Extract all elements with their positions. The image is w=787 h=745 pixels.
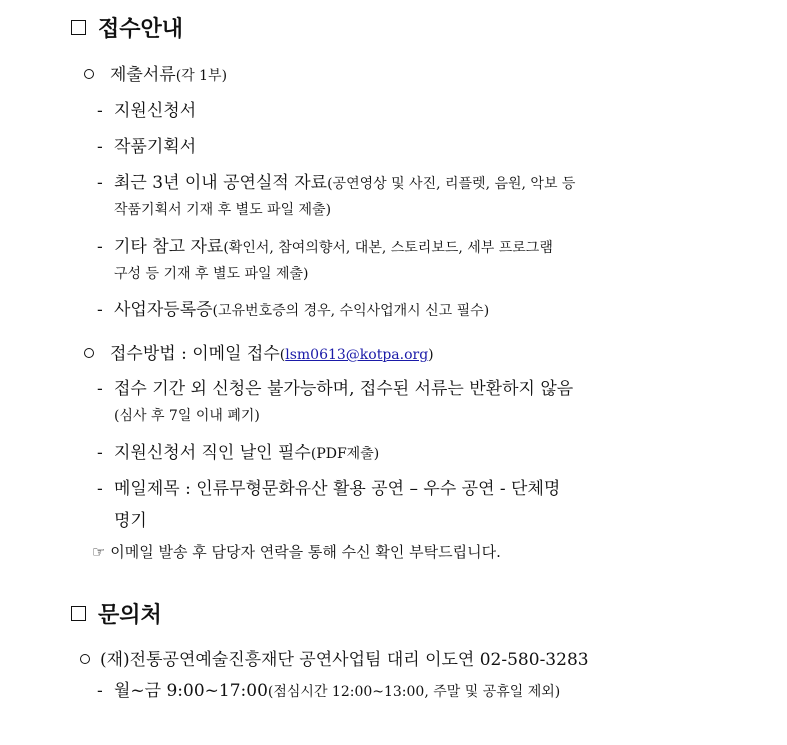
method-item-text: 메일제목 : 인류무형문화유산 활용 공연 – 우수 공연 - 단체명 bbox=[114, 479, 561, 499]
paren-close: ) bbox=[428, 347, 434, 363]
document-item-performance-record-cont: 작품기획서 기재 후 별도 파일 제출) bbox=[114, 202, 332, 218]
documents-heading-text: 제출서류 bbox=[110, 65, 176, 85]
method-item-text: 지원신청서 직인 날인 필수 bbox=[114, 443, 311, 463]
document-item-performance-record: - 최근 3년 이내 공연실적 자료(공연영상 및 사진, 리플렛, 음원, 악보 등 bbox=[97, 173, 576, 193]
section-title-contact bbox=[71, 598, 162, 629]
document-item-plan: - 작품기획서 bbox=[97, 137, 197, 157]
section-title-reception bbox=[71, 12, 183, 43]
method-item-no-return: - 접수 기간 외 신청은 불가능하며, 접수된 서류는 반환하지 않음 bbox=[97, 379, 574, 399]
section-title-text: 접수안내 bbox=[98, 17, 184, 42]
method-heading bbox=[84, 339, 434, 364]
contact-hours-note: (점심시간 12:00~13:00, 주말 및 공휴일 제외) bbox=[267, 684, 561, 700]
paren-open: ( bbox=[279, 347, 286, 363]
notice-text: ☞ 이메일 발송 후 담당자 연락을 통해 수신 확인 부탁드립니다. bbox=[92, 543, 501, 561]
document-item-text: 지원신청서 bbox=[114, 101, 197, 121]
document-item-note: (고유번호증의 경우, 수익사업개시 신고 필수) bbox=[212, 303, 490, 319]
circle-bullet-icon bbox=[80, 654, 90, 664]
document-item-reference-cont: 구성 등 기재 후 별도 파일 제출) bbox=[114, 266, 309, 282]
section-title-text: 문의처 bbox=[98, 603, 162, 628]
document-item-application: - 지원신청서 bbox=[97, 101, 197, 121]
document-item-text: 기타 참고 자료 bbox=[114, 237, 224, 257]
document-item-text: 작품기획서 bbox=[114, 137, 197, 157]
method-item-text: 접수 기간 외 신청은 불가능하며, 접수된 서류는 반환하지 않음 bbox=[114, 379, 574, 399]
document-item-note: (공연영상 및 사진, 리플렛, 음원, 악보 등 bbox=[327, 176, 576, 192]
contact-hours: - 월~금 9:00~17:00(점심시간 12:00~13:00, 주말 및 공휴일 제외) bbox=[97, 681, 561, 701]
method-item-mail-subject-cont: 명기 bbox=[114, 511, 147, 531]
document-item-business-registration: - 사업자등록증(고유번호증의 경우, 수익사업개시 신고 필수) bbox=[97, 300, 490, 320]
circle-bullet-icon bbox=[84, 69, 94, 79]
contact-hours-text: 월~금 9:00~17:00 bbox=[114, 681, 268, 701]
square-bullet-icon bbox=[71, 20, 86, 35]
method-heading-text: 접수방법 : 이메일 접수 bbox=[110, 344, 280, 364]
document-item-text: 사업자등록증 bbox=[114, 300, 213, 320]
document-item-text: 최근 3년 이내 공연실적 자료 bbox=[114, 173, 328, 193]
method-item-mail-subject: - 메일제목 : 인류무형문화유산 활용 공연 – 우수 공연 - 단체명 bbox=[97, 479, 561, 499]
document-item-reference: - 기타 참고 자료(확인서, 참여의향서, 대본, 스토리보드, 세부 프로그램 bbox=[97, 237, 553, 257]
documents-heading bbox=[84, 60, 227, 85]
circle-bullet-icon bbox=[84, 348, 94, 358]
email-link[interactable]: lsm0613@kotpa.org bbox=[285, 347, 429, 363]
contact-org-line bbox=[80, 645, 589, 670]
documents-heading-note: (각 1부) bbox=[175, 68, 228, 84]
contact-org-text: (재)전통공연예술진흥재단 공연사업팀 대리 이도연 02-580-3283 bbox=[100, 650, 589, 670]
method-item-note: (PDF제출) bbox=[310, 446, 380, 462]
square-bullet-icon bbox=[71, 606, 86, 621]
document-item-note: (확인서, 참여의향서, 대본, 스토리보드, 세부 프로그램 bbox=[223, 240, 553, 256]
method-item-no-return-cont: (심사 후 7일 이내 폐기) bbox=[114, 408, 260, 424]
method-item-seal: - 지원신청서 직인 날인 필수(PDF제출) bbox=[97, 443, 380, 463]
